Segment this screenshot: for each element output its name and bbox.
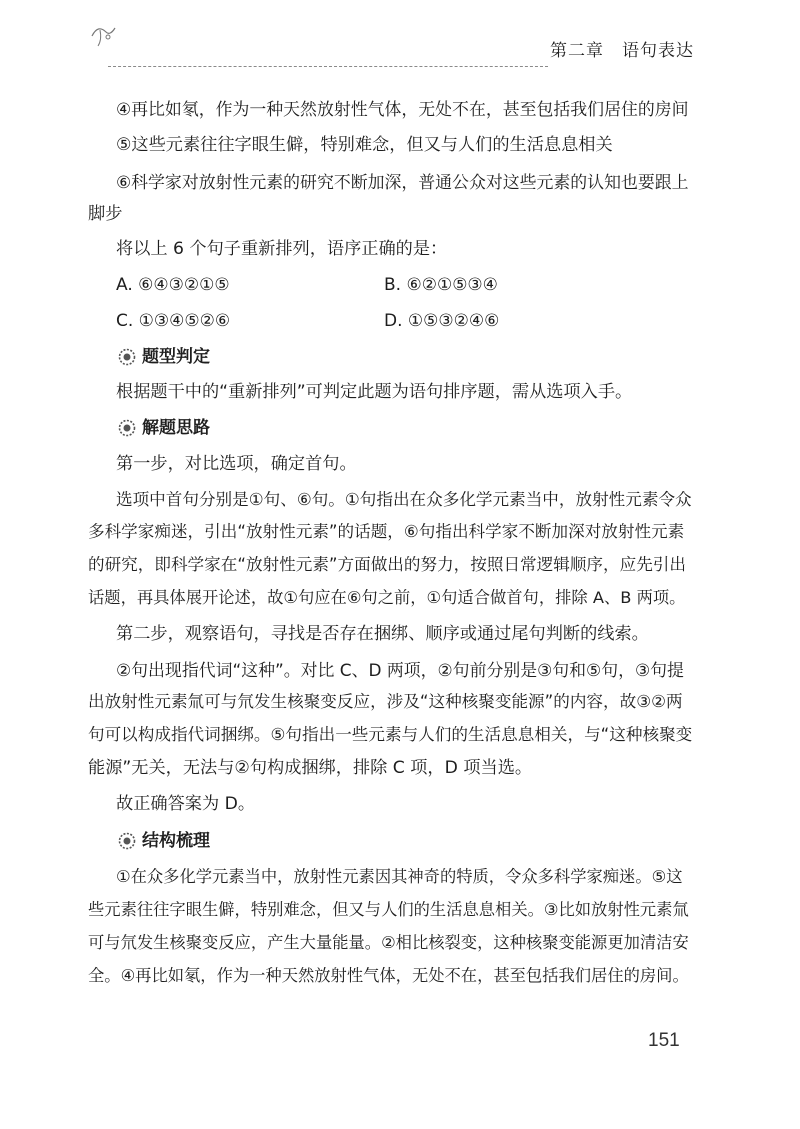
option-d: D. ①⑤③②④⑥ <box>384 311 500 331</box>
chapter-label: 第二章 <box>550 41 604 61</box>
text-line: ⑤这些元素往往字眼生僻，特别难念，但又与人们的生活息息相关 <box>116 135 613 155</box>
text-line: ①在众多化学元素当中，放射性元素因其神奇的特质，令众多科学家痴迷。⑤这 <box>116 867 683 886</box>
decorative-logo-icon <box>88 22 118 48</box>
text-line: 多科学家痴迷，引出“放射性元素”的话题，⑥句指出科学家不断加深对放射性元素 <box>88 522 685 541</box>
section-title-approach: 解题思路 <box>142 418 210 438</box>
text-line: ②句出现指代词“这种”。对比 C、D 两项，②句前分别是③句和⑤句，③句提 <box>116 660 684 680</box>
flower-bullet-icon <box>118 832 136 850</box>
option-a: A. ⑥④③②①⑤ <box>116 275 230 295</box>
answer-line: 故正确答案为 D。 <box>116 794 256 814</box>
text-line: 选项中首句分别是①句、⑥句。①句指出在众多化学元素当中，放射性元素令众 <box>116 490 692 509</box>
section-title-structure: 结构梳理 <box>142 831 210 851</box>
text-line: 脚步 <box>88 204 123 224</box>
text-line: 能源”无关，无法与②句构成捆绑，排除 C 项，D 项当选。 <box>88 758 533 778</box>
flower-bullet-icon <box>118 348 136 366</box>
text-line: ④再比如氡，作为一种天然放射性气体，无处不在，甚至包括我们居住的房间 <box>116 99 689 119</box>
option-c: C. ①③④⑤②⑥ <box>116 311 231 331</box>
text-line: 全。④再比如氡，作为一种天然放射性气体，无处不在，甚至包括我们居住的房间。 <box>88 966 689 985</box>
text-line: 些元素往往字眼生僻，特别难念，但又与人们的生活息息相关。③比如放射性元素氚 <box>88 900 689 919</box>
text-line: 可与氘发生核聚变反应，产生大量能量。②相比核裂变，这种核聚变能源更加清洁安 <box>88 933 689 952</box>
text-line: 话题，再具体展开论述，故①句应在⑥句之前，①句适合做首句，排除 A、B 两项。 <box>88 588 686 607</box>
running-header <box>88 22 694 61</box>
text-line: 的研究，即科学家在“放射性元素”方面做出的努力，按照日常逻辑顺序，应先引出 <box>88 555 686 574</box>
text-line: 根据题干中的“重新排列”可判定此题为语句排序题，需从选项入手。 <box>116 382 633 402</box>
text-line: 第一步，对比选项，确定首句。 <box>116 454 357 474</box>
header-rule <box>108 66 548 67</box>
question-prompt: 将以上 6 个句子重新排列，语序正确的是： <box>116 239 448 259</box>
section-title-type: 题型判定 <box>142 347 210 367</box>
text-line: 第二步，观察语句，寻找是否存在捆绑、顺序或通过尾句判断的线索。 <box>116 624 649 644</box>
option-b: B. ⑥②①⑤③④ <box>384 275 498 295</box>
text-line: 出放射性元素氚可与氘发生核聚变反应，涉及“这种核聚变能源”的内容，故③②两 <box>88 692 683 711</box>
section-label: 语句表达 <box>622 41 694 61</box>
text-line: 句可以构成指代词捆绑。⑤句指出一些元素与人们的生活息息相关，与“这种核聚变 <box>88 725 693 744</box>
chapter-title <box>550 36 694 61</box>
text-line: ⑥科学家对放射性元素的研究不断加深，普通公众对这些元素的认知也要跟上 <box>116 172 689 192</box>
page-number: 151 <box>648 1030 680 1051</box>
flower-bullet-icon <box>118 419 136 437</box>
